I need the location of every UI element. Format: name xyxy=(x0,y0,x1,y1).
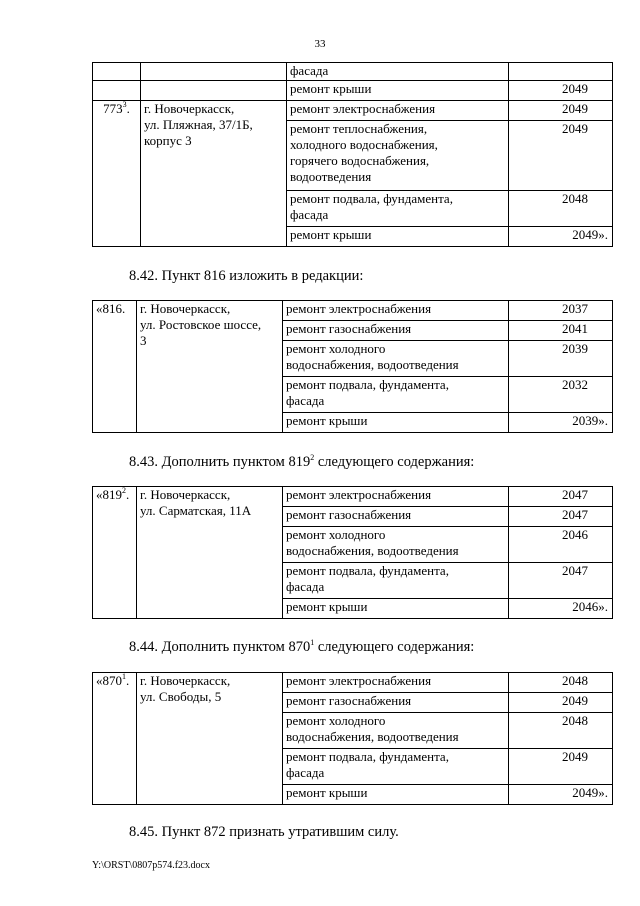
year-cell xyxy=(509,63,613,81)
work-cell: ремонт газоснабжения xyxy=(283,321,509,341)
item-number: $773^3$. xyxy=(93,101,141,247)
work-cell: ремонт крыши xyxy=(287,81,509,101)
work-cell: ремонт крыши xyxy=(283,599,509,619)
work-cell: ремонт подвала, фундамента, фасада xyxy=(283,377,509,413)
year-cell: 2041 xyxy=(509,321,613,341)
footer-file-path: Y:\ORST\0807p574.f23.docx xyxy=(92,860,210,871)
table-row xyxy=(93,81,613,101)
table-row xyxy=(93,487,613,507)
paragraph-8-45: 8.45. Пункт 872 признать утратившим силу. xyxy=(129,824,399,840)
year-cell: 2047 xyxy=(509,507,613,527)
table-row xyxy=(93,673,613,693)
year-cell: 2047 xyxy=(509,563,613,599)
year-cell: 2048 xyxy=(509,673,613,693)
work-cell: ремонт газоснабжения xyxy=(283,507,509,527)
page-number: 33 xyxy=(314,38,326,50)
work-cell: ремонт подвала, фундамента, фасада xyxy=(283,749,509,785)
table-row xyxy=(93,63,613,81)
year-cell: 2049 xyxy=(509,693,613,713)
work-cell: ремонт холодного водоснабжения, водоотведения xyxy=(283,713,509,749)
year-cell: 2049». xyxy=(509,785,613,805)
paragraph-8-43: 8.43. Дополнить пунктом $819^2$ следующего содержания: xyxy=(129,453,475,470)
year-cell: 2032 xyxy=(509,377,613,413)
paragraph-8-44: 8.44. Дополнить пунктом $870^1$ следующего содержания: xyxy=(129,638,475,655)
work-cell: ремонт электроснабжения xyxy=(283,487,509,507)
table-773 xyxy=(92,62,613,247)
work-cell: ремонт крыши xyxy=(287,227,509,247)
year-cell: 2049 xyxy=(509,121,613,191)
work-cell: ремонт электроснабжения xyxy=(283,673,509,693)
address-cell: г. Новочеркасск, ул. Ростовское шоссе, 3 xyxy=(137,301,283,433)
year-cell: 2049 xyxy=(509,81,613,101)
work-cell: ремонт крыши xyxy=(283,785,509,805)
paragraph-8-42: 8.42. Пункт 816 изложить в редакции: xyxy=(129,268,364,284)
work-cell: ремонт подвала, фундамента, фасада xyxy=(283,563,509,599)
year-cell: 2039». xyxy=(509,413,613,433)
work-cell: ремонт газоснабжения xyxy=(283,693,509,713)
work-cell: ремонт холодного водоснабжения, водоотведения xyxy=(283,527,509,563)
year-cell: 2049 xyxy=(509,101,613,121)
table-819 xyxy=(92,486,613,619)
table-row xyxy=(93,301,613,321)
work-cell: ремонт подвала, фундамента, фасада xyxy=(287,191,509,227)
table-row xyxy=(93,101,613,121)
item-number: «816. xyxy=(93,301,137,433)
work-cell: ремонт электроснабжения xyxy=(287,101,509,121)
year-cell: 2049 xyxy=(509,749,613,785)
work-cell: ремонт теплоснабжения, холодного водоснабжения, горячего водоснабжения, водоотведения xyxy=(287,121,509,191)
work-cell: ремонт холодного водоснабжения, водоотведения xyxy=(283,341,509,377)
table-870 xyxy=(92,672,613,805)
item-number: «$819^2$. xyxy=(93,487,137,619)
year-cell: 2049». xyxy=(509,227,613,247)
table-816 xyxy=(92,300,613,433)
work-cell: ремонт электроснабжения xyxy=(283,301,509,321)
work-cell: ремонт крыши xyxy=(283,413,509,433)
year-cell: 2048 xyxy=(509,191,613,227)
address-cell: г. Новочеркасск, ул. Пляжная, 37/1Б, корпус 3 xyxy=(141,101,287,247)
year-cell: 2048 xyxy=(509,713,613,749)
work-cell: фасада xyxy=(287,63,509,81)
address-cell: г. Новочеркасск, ул. Сарматская, 11А xyxy=(137,487,283,619)
year-cell: 2039 xyxy=(509,341,613,377)
year-cell: 2037 xyxy=(509,301,613,321)
year-cell: 2046 xyxy=(509,527,613,563)
year-cell: 2047 xyxy=(509,487,613,507)
address-cell: г. Новочеркасск, ул. Свободы, 5 xyxy=(137,673,283,805)
item-number: «$870^1$. xyxy=(93,673,137,805)
year-cell: 2046». xyxy=(509,599,613,619)
